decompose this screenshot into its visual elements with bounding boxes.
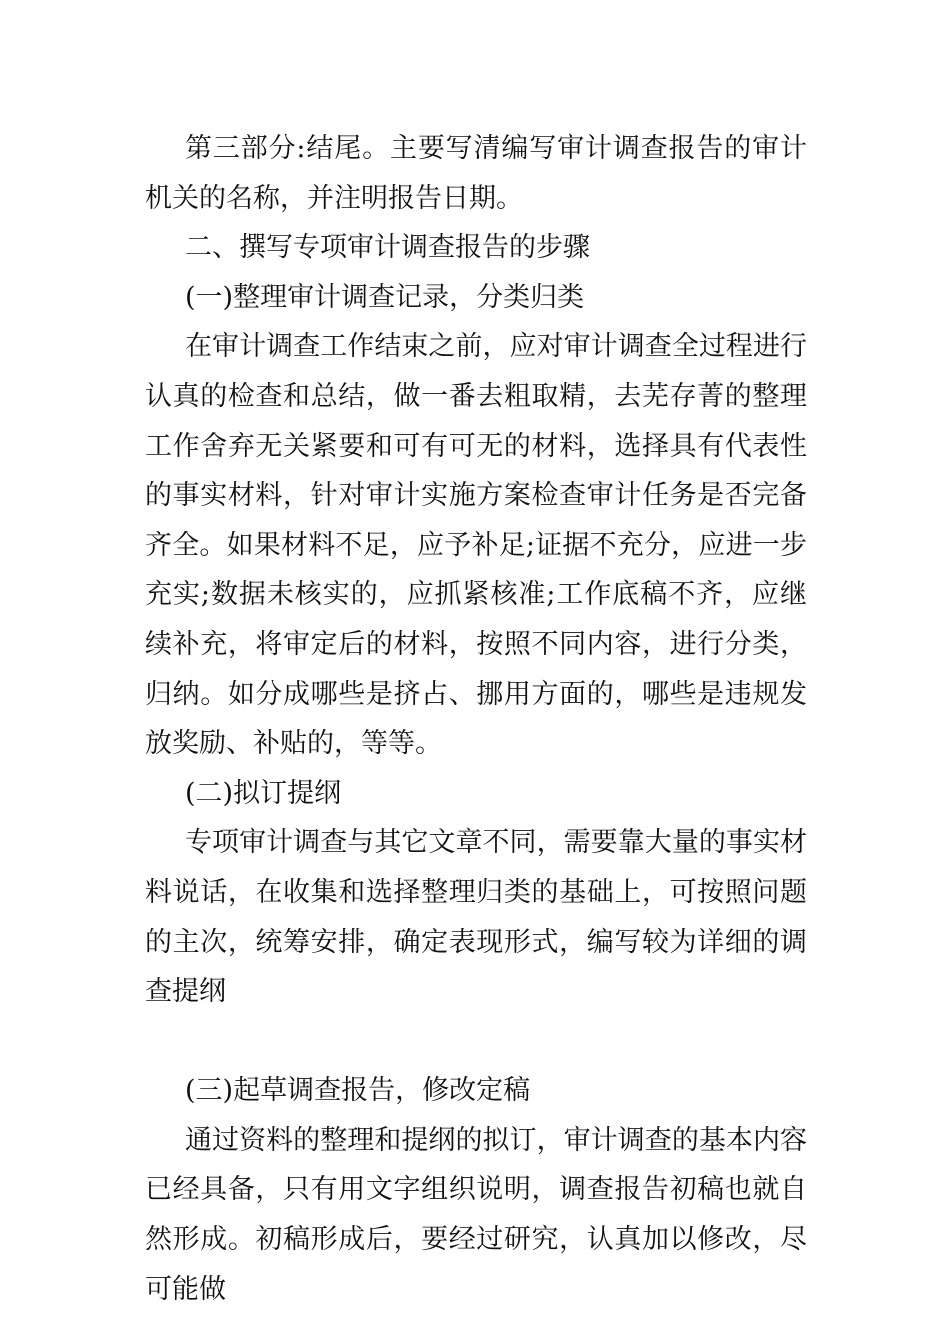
paragraph-draft-outline: 专项审计调查与其它文章不同，需要靠大量的事实材料说话，在收集和选择整理归类的基础上，可按照问题的主次，统筹安排，确定表现形式，编写较为详细的调查提纲 [145, 827, 807, 1008]
paragraph-draft-report: 通过资料的整理和提纲的拟订，审计调查的基本内容已经具备，只有用文字组织说明，调查报告初稿也就自然形成。初稿形成后，要经过研究，认真加以修改，尽可能做 [145, 1124, 807, 1305]
subheading-organize-records: (一)整理审计调查记录，分类归类 [185, 281, 585, 313]
section-heading-steps: 二、撰写专项审计调查报告的步骤 [185, 232, 590, 264]
subheading-draft-outline: (二)拟订提纲 [185, 777, 342, 809]
document-body [145, 124, 807, 1314]
subheading-draft-report: (三)起草调查报告，修改定稿 [185, 1075, 531, 1107]
paragraph-conclusion-part: 第三部分:结尾。主要写清编写审计调查报告的审计机关的名称，并注明报告日期。 [145, 133, 807, 214]
paragraph-organize-records: 在审计调查工作结束之前，应对审计调查全过程进行认真的检查和总结，做一番去粗取精，去芜存菁的整理工作舍弃无关紧要和可有可无的材料，选择具有代表性的事实材料，针对审计实施方案检查审计任务是否完备齐全。如果材料不足，应予补足;证据不充分，应进一步充实;数据未核实的，应抓紧核准;工作底稿不齐，应继续补充，将审定后的材料，按照不同内容，进行分类，归纳。如分成哪些是挤占、挪用方面的，哪些是违规发放奖励、补贴的，等等。 [145, 331, 807, 760]
